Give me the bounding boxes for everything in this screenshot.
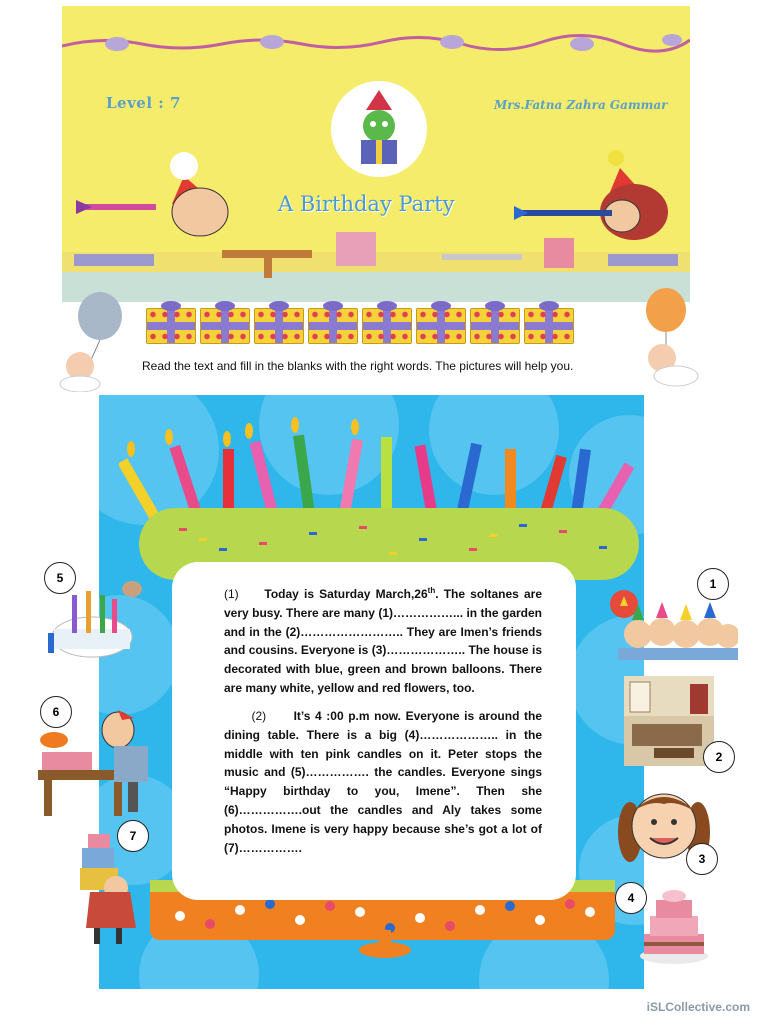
party-monster-logo bbox=[328, 78, 430, 178]
picture-number-6: 6 bbox=[40, 696, 72, 728]
reading-text-box bbox=[172, 562, 576, 900]
watermark: iSLCollective.com bbox=[646, 1000, 750, 1014]
page-title: A Birthday Party bbox=[278, 192, 455, 216]
party-tables bbox=[72, 224, 682, 286]
gift-box-strip bbox=[142, 302, 574, 346]
picture-number-1: 1 bbox=[697, 568, 729, 600]
paragraph-2-number: (2) bbox=[251, 709, 267, 723]
picture-number-5: 5 bbox=[44, 562, 76, 594]
paragraph-2-text: It’s 4 :00 p.m now. Everyone is around the dining table. There is a big (4)……………….. in the middle with ten pink candles on it. Peter stops the music and (5)……………. the candles. Everyone sings “Happy birthday to you, Imene”. Then she (6)…………….out the candles and Aly takes some photos. Imene is very happy because she’s got a lot of (7)……………. bbox=[224, 709, 542, 855]
picture-number-4: 4 bbox=[615, 882, 647, 914]
paragraph-1 bbox=[224, 582, 542, 698]
paragraph-1-text-rest: . The soltanes are very busy. There are many (1)……………... in the garden and in the (2)…………………….. They are Imen’s friends and cousins. Everyone is (3)……………….. The house is decorated with blue, green and brown balloons. There are many white, yellow and red flowers, too. bbox=[224, 587, 543, 695]
garland-decoration bbox=[62, 6, 690, 66]
baby-with-balloon-left bbox=[50, 292, 140, 392]
picture-number-7: 7 bbox=[117, 820, 149, 852]
instructions-text: Read the text and fill in the blanks with the right words. The pictures will help you. bbox=[142, 359, 574, 373]
author-name: Mrs.Fatna Zahra Gammar bbox=[494, 98, 668, 112]
paragraph-2 bbox=[224, 707, 542, 857]
paragraph-1-number: (1) bbox=[224, 587, 239, 601]
picture-old-man-cake bbox=[18, 710, 168, 820]
paragraph-1-superscript: th bbox=[427, 586, 436, 595]
header-banner bbox=[62, 6, 690, 302]
cake-stand bbox=[355, 930, 415, 960]
level-label: Level : 7 bbox=[106, 94, 181, 112]
picture-living-room bbox=[624, 676, 714, 766]
paragraph-1-text: Today is Saturday March,26 bbox=[264, 587, 428, 601]
baby-with-balloon-right bbox=[640, 288, 706, 392]
cake-candles bbox=[119, 405, 639, 525]
picture-number-3: 3 bbox=[686, 843, 718, 875]
picture-number-2: 2 bbox=[703, 741, 735, 773]
